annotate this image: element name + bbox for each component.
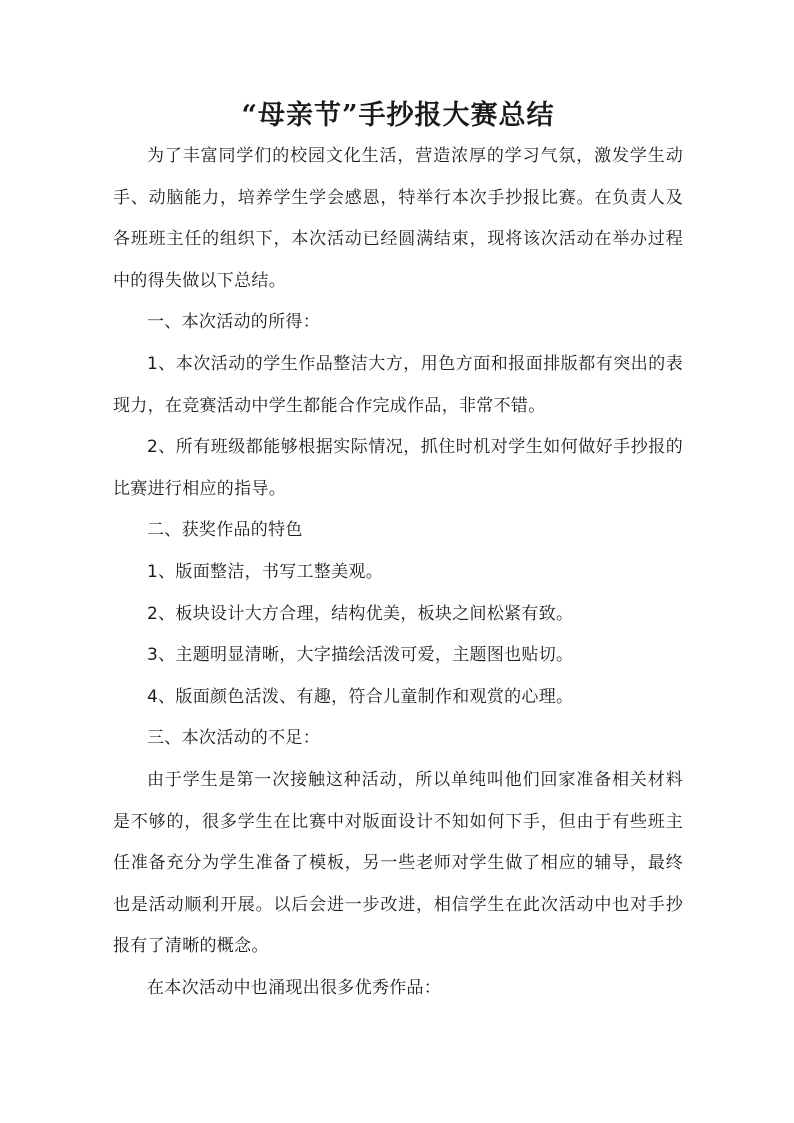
shortcomings-paragraph: 由于学生是第一次接触这种活动，所以单纯叫他们回家准备相关材料是不够的，很多学生在比赛中对版面设计不知如何下手，但由于有些班主任准备充分为学生准备了模板，另一些老师对学生做了相应的辅导，最终也是活动顺利开展。以后会进一步改进，相信学生在此次活动中也对手抄报有了清晰的概念。 (113, 769, 683, 957)
features-item-1: 1、版面整洁，书写工整美观。 (147, 561, 384, 582)
closing-paragraph: 在本次活动中也涌现出很多优秀作品： (147, 977, 442, 998)
features-item-4: 4、版面颜色活泼、有趣，符合儿童制作和观赏的心理。 (147, 686, 574, 707)
features-item-2: 2、板块设计大方合理，结构优美，板块之间松紧有致。 (147, 603, 574, 624)
section-heading-gains: 一、本次活动的所得： (147, 312, 320, 333)
document-page (113, 96, 683, 1009)
document-title: “母亲节”手抄报大赛总结 (241, 100, 555, 131)
gains-item-1: 1、本次活动的学生作品整洁大方，用色方面和报面排版都有突出的表现力，在竞赛活动中学生都能合作完成作品，非常不错。 (113, 353, 683, 416)
features-item-3: 3、主题明显清晰，大字描绘活泼可爱，主题图也贴切。 (147, 645, 574, 666)
intro-paragraph: 为了丰富同学们的校园文化生活，营造浓厚的学习气氛，激发学生动手、动脑能力，培养学生学会感恩，特举行本次手抄报比赛。在负责人及各班班主任的组织下，本次活动已经圆满结束，现将该次活动在举办过程中的得失做以下总结。 (113, 146, 683, 291)
section-heading-shortcomings: 三、本次活动的不足： (147, 728, 320, 749)
gains-item-2: 2、所有班级都能够根据实际情况，抓住时机对学生如何做好手抄报的比赛进行相应的指导。 (113, 437, 683, 499)
section-heading-features: 二、获奖作品的特色 (147, 520, 303, 541)
